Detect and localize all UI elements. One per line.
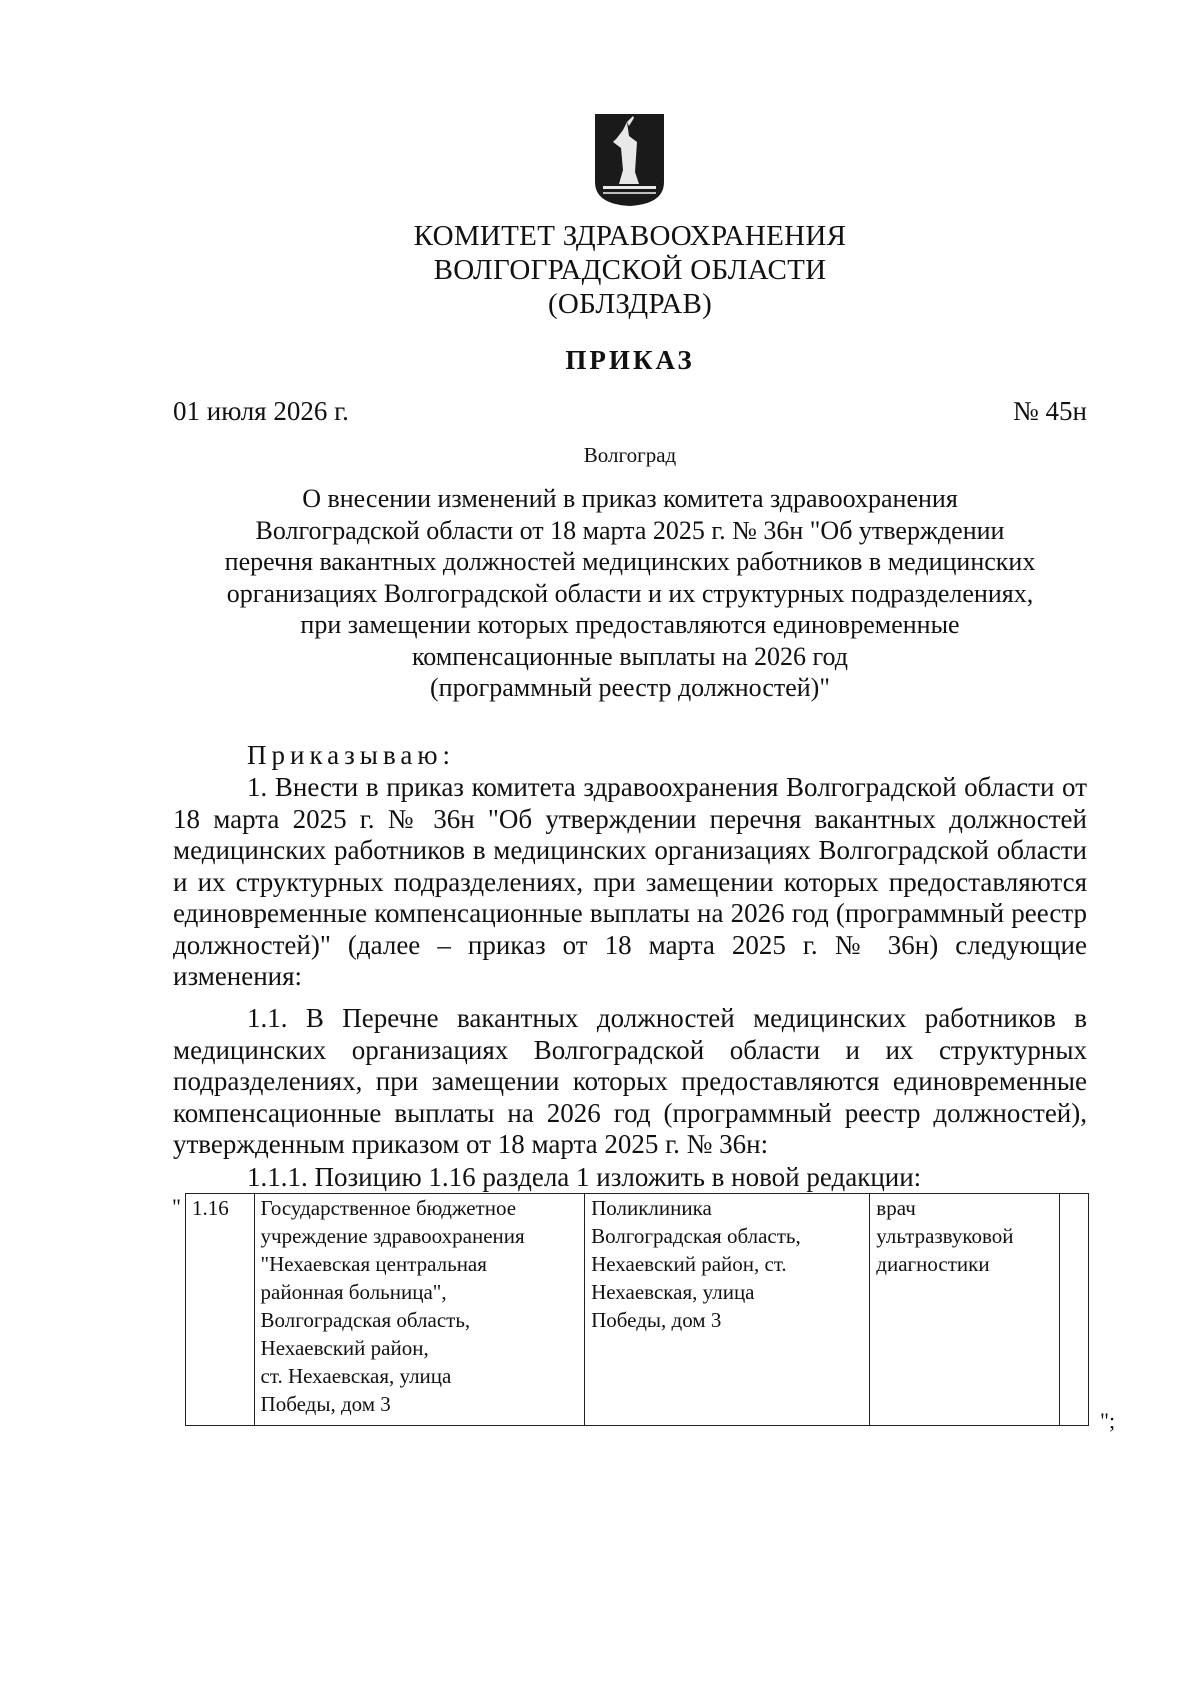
order-date: 01 июля 2026 г. — [173, 396, 349, 426]
org-name-line2: ВОЛГОГРАДСКОЙ ОБЛАСТИ — [433, 254, 827, 286]
paragraph-1-1: 1.1. В Перечне вакантных должностей медицинских работников в медицинских организациях Волгоградской области и их структурных подразделениях, при замещении которых предоставляются единовременные компенсационные выплаты на 2026 год (программный реестр должностей), утвержденным приказом от 18 марта 2025 г. № 36н: — [173, 1003, 1087, 1159]
org-name-line1: КОМИТЕТ ЗДРАВООХРАНЕНИЯ — [413, 220, 847, 252]
position-table — [185, 1193, 1089, 1426]
position-number-cell: 1.16 — [186, 1194, 255, 1426]
job-position-cell: врач ультразвуковой диагностики — [870, 1194, 1059, 1426]
table-row — [186, 1194, 1089, 1426]
subdivision-cell: Поликлиника Волгоградская область, Нехаевский район, ст. Нехаевская, улица Победы, дом 3 — [585, 1194, 870, 1426]
subject-line: Волгоградской области от 18 марта 2025 г. № 36н "Об утверждении — [255, 515, 1005, 545]
paragraph-1-1-1: 1.1.1. Позицию 1.16 раздела 1 изложить в новой редакции: — [247, 1162, 922, 1192]
empty-cell — [1059, 1194, 1088, 1426]
subject-line: организациях Волгоградской области и их структурных подразделениях, — [226, 578, 1034, 608]
subject-line: при замещении которых предоставляются единовременные — [300, 610, 960, 639]
subject-line: перечня вакантных должностей медицинских работников в медицинских — [224, 547, 1036, 576]
subject-line: (программный реестр должностей)" — [430, 673, 830, 702]
order-city: Волгоград — [583, 443, 677, 467]
subject-line: компенсационные выплаты на 2026 год — [412, 641, 848, 671]
org-name-abbr: (ОБЛЗДРАВ) — [547, 288, 713, 320]
order-number: № 45н — [1013, 396, 1087, 426]
table-open-quote: " — [172, 1194, 181, 1219]
order-title: ПРИКАЗ — [565, 345, 695, 375]
table-close-quote: "; — [1100, 1408, 1116, 1433]
order-directive-word: Приказываю: — [247, 740, 455, 770]
paragraph-1: 1. Внести в приказ комитета здравоохранения Волгоградской области от 18 марта 2025 г. № 36н "Об утверждении перечня вакантных должностей медицинских работников в медицинских организациях Волгоградской области и их структурных подразделениях, при замещении которых предоставляются единовременные компенсационные выплаты на 2026 год (программный реестр должностей)" (далее – приказ от 18 марта 2025 г. № 36н) следующие изменения: — [173, 772, 1087, 991]
subject-line: О внесении изменений в приказ комитета здравоохранения — [302, 484, 958, 513]
order-subject — [173, 483, 1087, 704]
organization-cell: Государственное бюджетное учреждение здравоохранения "Нехаевская центральная районная больница", Волгоградская область, Нехаевский район, ст. Нехаевская, улица Победы, дом 3 — [254, 1194, 585, 1426]
volgograd-coat-of-arms-icon — [593, 112, 666, 208]
